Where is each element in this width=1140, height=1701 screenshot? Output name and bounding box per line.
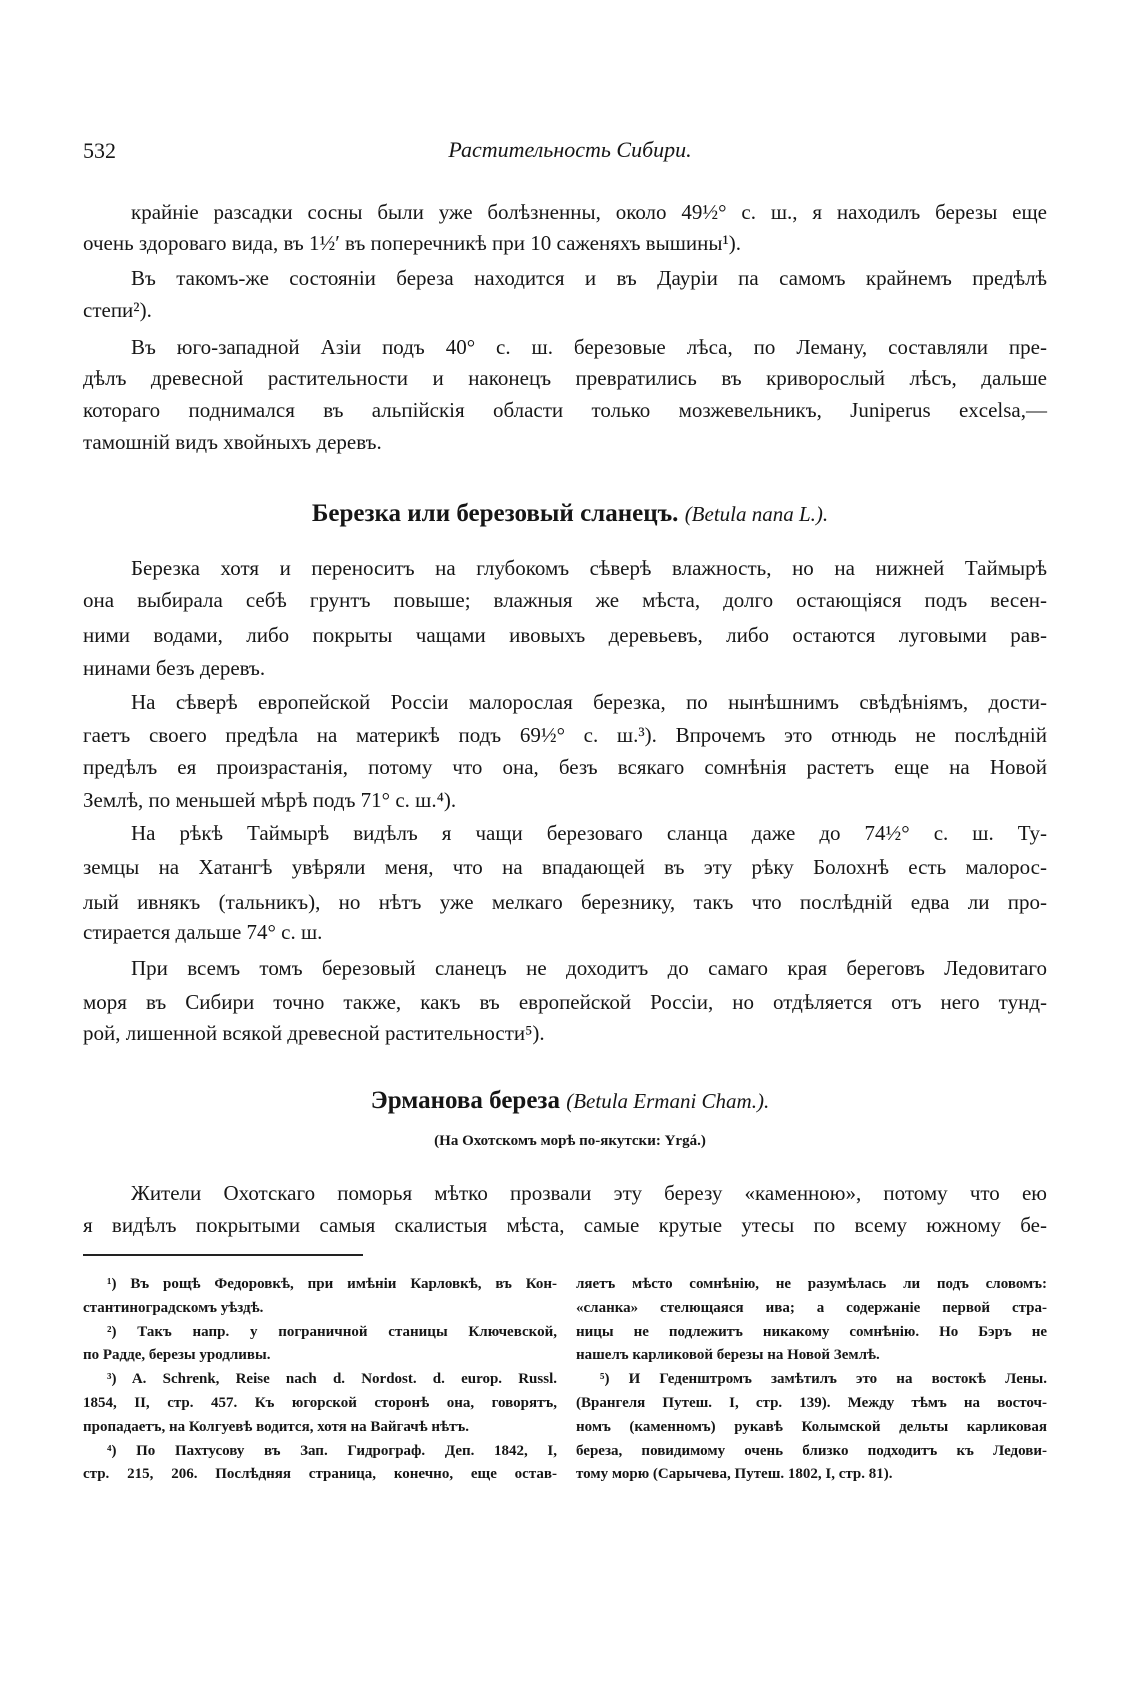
- text-line: нашелъ карликовой березы на Новой Землѣ.: [576, 1347, 880, 1364]
- text-line: (Врангеля Путеш. I, стр. 139). Между тѣмъ на восточ-: [576, 1395, 1047, 1411]
- text-line: 1854, II, стр. 457. Къ югорской сторонѣ она, говорятъ,: [83, 1395, 557, 1411]
- text-line: тамошній видъ хвойныхъ деревъ.: [83, 430, 382, 454]
- text-line: На рѣкѣ Таймырѣ видѣлъ я чащи березоваго сланца даже до 74½° с. ш. Ту-: [131, 821, 1047, 845]
- text-line: стирается дальше 74° с. ш.: [83, 920, 323, 944]
- text-line: гаетъ своего предѣла на материкѣ подъ 69½° с. ш.³). Впрочемъ это отнюдь не послѣдній: [83, 723, 1047, 747]
- text-line: я видѣлъ покрытыми самыя скалистыя мѣста, самые крутые утесы по всему южному бе-: [83, 1213, 1047, 1237]
- page-number: 532: [83, 138, 116, 163]
- text-line: она выбирала себѣ грунтъ повыше; влажныя же мѣста, долго остающіяся подъ весен-: [83, 588, 1047, 612]
- text-line: стантиноградскомъ уѣздѣ.: [83, 1299, 264, 1316]
- footnote-rule: [83, 1254, 363, 1256]
- heading-latin: (Betula nana L.).: [684, 502, 829, 526]
- text-line: ⁵) И Геденштромъ замѣтилъ это на востокѣ Лены.: [600, 1371, 1047, 1388]
- text-line: тому морю (Сарычева, Путеш. 1802, I, стр. 81).: [576, 1466, 893, 1483]
- section-heading-betula-ermani: [0, 1087, 1140, 1115]
- text-line: «сланка» стелющаяся ива; а содержаніе первой стра-: [576, 1299, 1047, 1316]
- text-line: Землѣ, по меньшей мѣрѣ подъ 71° с. ш.⁴).: [83, 788, 457, 812]
- text-line: крайніе разсадки сосны были уже болѣзненны, около 49½° с. ш., я находилъ березы еще: [131, 200, 1047, 224]
- text-line: дѣлъ древесной растительности и наконецъ превратились въ криворослый лѣсъ, дальше: [83, 366, 1047, 390]
- text-line: Въ юго-западной Азіи подъ 40° с. ш. березовые лѣса, по Леману, составляли пре-: [131, 335, 1047, 359]
- text-line: рой, лишенной всякой древесной растительности⁵).: [83, 1021, 545, 1045]
- text-line: пропадаетъ, на Колгуевѣ водится, хотя на Вайгачѣ нѣтъ.: [83, 1418, 469, 1435]
- text-line: предѣлъ ея произрастанія, потому что она, безъ всякаго сомнѣнія растетъ еще на Новой: [83, 755, 1047, 779]
- text-line: Березка хотя и переноситъ на глубокомъ сѣверѣ влажность, но на нижней Таймырѣ: [131, 556, 1047, 580]
- text-line: ²) Такъ напр. у пограничной станицы Ключевской,: [107, 1323, 557, 1340]
- text-line: На сѣверѣ европейской Россіи малорослая березка, по нынѣшнимъ свѣдѣніямъ, дости-: [131, 690, 1047, 714]
- section-heading-betula-nana: [0, 500, 1140, 528]
- text-line: номъ (каменномъ) рукавѣ Колымской дельты карликовая: [576, 1418, 1047, 1435]
- text-line: моря въ Сибири точно также, какъ въ европейской Россіи, но отдѣляется отъ него тунд-: [83, 990, 1047, 1014]
- text-line: очень здороваго вида, въ 1½′ въ поперечникѣ при 10 саженяхъ вышины¹).: [83, 231, 742, 255]
- text-line: нинами безъ деревъ.: [83, 656, 266, 680]
- text-line: Въ такомъ-же состояніи береза находится и въ Дауріи па самомъ крайнемъ предѣлѣ: [131, 266, 1047, 290]
- text-line: ницы не подлежитъ никакому сомнѣнію. Но Бэръ не: [576, 1323, 1047, 1340]
- text-line: ляетъ мѣсто сомнѣнію, не разумѣлась ли подъ словомъ:: [576, 1276, 1047, 1292]
- heading-latin: (Betula Ermani Cham.).: [566, 1089, 770, 1113]
- text-line: стр. 215, 206. Послѣдняя страница, конечно, еще остав-: [83, 1466, 557, 1483]
- text-line: земцы на Хатангѣ увѣряли меня, что на впадающей въ эту рѣку Болохнѣ есть малорос-: [83, 855, 1047, 879]
- text-line: лый ивнякъ (тальникъ), но нѣтъ уже мелкаго березнику, такъ что послѣдній едва ли про-: [83, 890, 1047, 914]
- text-line: котораго поднимался въ альпійскія области только мозжевельникъ, Juniperus excelsa,—: [83, 398, 1047, 422]
- text-line: ¹) Въ рощѣ Федоровкѣ, при имѣніи Карловкѣ, въ Кон-: [107, 1276, 557, 1292]
- text-line: ⁴) По Пахтусову въ Зап. Гидрограф. Деп. 1842, I,: [107, 1442, 557, 1459]
- text-line: береза, повидимому очень близко подходитъ къ Ледови-: [576, 1442, 1047, 1459]
- text-line: При всемъ томъ березовый сланецъ не доходитъ до самаго края береговъ Ледовитаго: [131, 956, 1047, 980]
- heading-title: Березка или березовый сланецъ.: [311, 500, 679, 527]
- text-line: Жители Охотскаго поморья мѣтко прозвали эту березу «каменною», потому что ею: [131, 1181, 1047, 1205]
- text-line: степи²).: [83, 298, 152, 322]
- section-subtitle: (На Охотскомъ морѣ по-якутски: Yrgá.): [434, 1133, 706, 1149]
- heading-title: Эрманова береза: [370, 1087, 560, 1114]
- text-line: ³) A. Schrenk, Reise nach d. Nordost. d. europ. Russl.: [107, 1371, 557, 1388]
- text-line: по Радде, березы уродливы.: [83, 1347, 271, 1364]
- text-line: ними водами, либо покрыты чащами ивовыхъ деревьевъ, либо остаются луговыми рав-: [83, 623, 1047, 647]
- running-title: Растительность Сибири.: [448, 137, 692, 162]
